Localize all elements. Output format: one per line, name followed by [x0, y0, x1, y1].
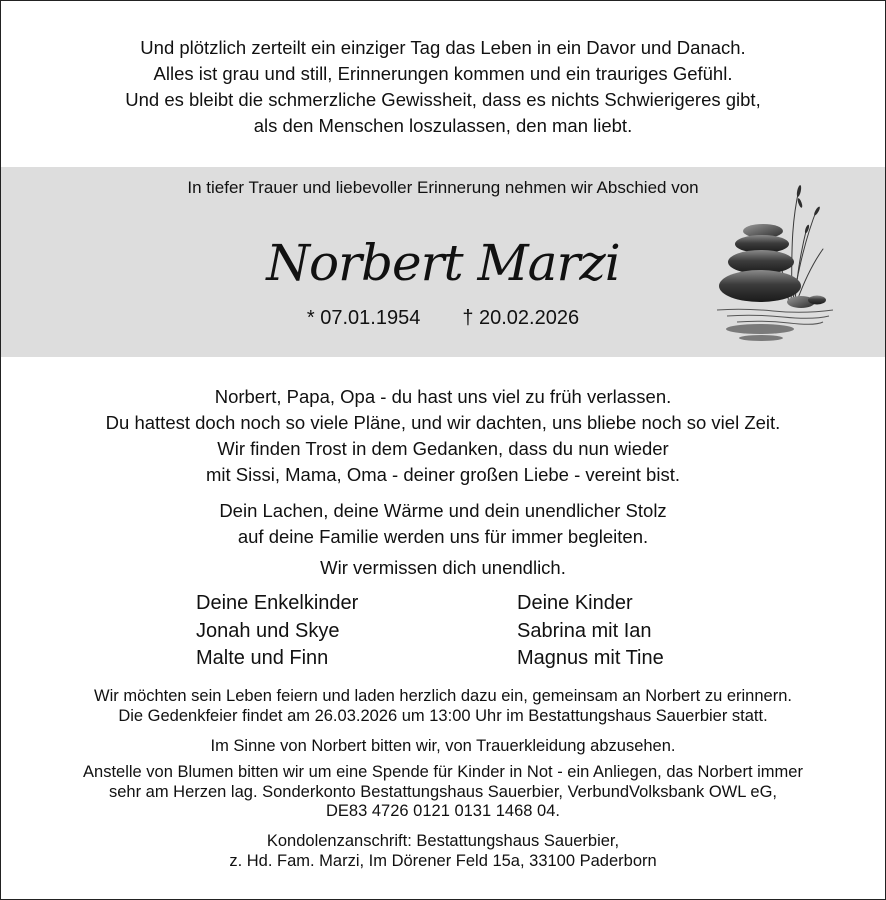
remembrance-line: auf deine Familie werden uns für immer begleiten. — [237, 526, 649, 547]
dress-code-note: Im Sinne von Norbert bitten wir, von Trauerkleidung abzusehen. — [210, 737, 676, 755]
remembrance-text — [1, 498, 885, 550]
condolence-address — [1, 832, 885, 871]
celebration-info — [1, 687, 885, 726]
remembrance-line: Dein Lachen, deine Wärme und dein unendlicher Stolz — [219, 500, 667, 521]
info-line: Anstelle von Blumen bitten wir um eine Spende für Kinder in Not - ein Anliegen, das Norbert immer — [83, 763, 803, 781]
signature-line: Deine Kinder — [517, 592, 633, 614]
poem-line: Und plötzlich zerteilt ein einziger Tag das Leben in ein Davor und Danach. — [140, 37, 746, 58]
signature-line: Magnus mit Tine — [517, 647, 664, 669]
opening-poem — [1, 35, 885, 139]
poem-line: Und es bleibt die schmerzliche Gewissheit, dass es nichts Schwierigeres gibt, — [125, 89, 761, 110]
tribute-line: Du hattest doch noch so viele Pläne, und wir dachten, uns bliebe noch so viel Zeit. — [105, 412, 781, 433]
tribute-line: mit Sissi, Mama, Oma - deiner großen Liebe - vereint bist. — [206, 464, 680, 485]
poem-line: als den Menschen loszulassen, den man liebt. — [253, 115, 633, 136]
tribute-text — [1, 384, 885, 488]
stacked-stones-icon — [713, 179, 843, 351]
signature-line: Malte und Finn — [196, 647, 329, 669]
signature-line: Deine Enkelkinder — [196, 592, 359, 614]
donation-info — [1, 763, 885, 822]
info-line: z. Hd. Fam. Marzi, Im Dörener Feld 15a, 33100 Paderborn — [229, 851, 657, 870]
poem-line: Alles ist grau und still, Erinnerungen kommen und ein trauriges Gefühl. — [153, 63, 733, 84]
miss-you-line: Wir vermissen dich unendlich. — [320, 557, 566, 578]
tribute-line: Wir finden Trost in dem Gedanken, dass du nun wieder — [217, 438, 669, 459]
death-date: † 20.02.2026 — [462, 307, 580, 329]
info-line: DE83 4726 0121 0131 1468 04. — [326, 802, 560, 820]
deceased-name: Norbert Marzi — [266, 234, 620, 292]
signature-grandchildren — [196, 590, 358, 673]
tribute-line: Norbert, Papa, Opa - du hast uns viel zu früh verlassen. — [214, 386, 672, 407]
info-line: Wir möchten sein Leben feiern und laden herzlich dazu ein, gemeinsam an Norbert zu erinnern. — [94, 687, 792, 705]
signature-line: Sabrina mit Ian — [517, 619, 652, 642]
farewell-intro: In tiefer Trauer und liebevoller Erinnerung nehmen wir Abschied von — [187, 178, 699, 197]
info-line: Kondolenzanschrift: Bestattungshaus Sauerbier, — [266, 832, 620, 850]
info-line: Die Gedenkfeier findet am 26.03.2026 um 13:00 Uhr im Bestattungshaus Sauerbier statt. — [118, 706, 768, 725]
info-line: sehr am Herzen lag. Sonderkonto Bestattungshaus Sauerbier, VerbundVolksbank OWL eG, — [108, 782, 778, 801]
signature-line: Jonah und Skye — [196, 619, 340, 642]
signature-children — [517, 590, 664, 673]
birth-date: * 07.01.1954 — [306, 307, 421, 329]
